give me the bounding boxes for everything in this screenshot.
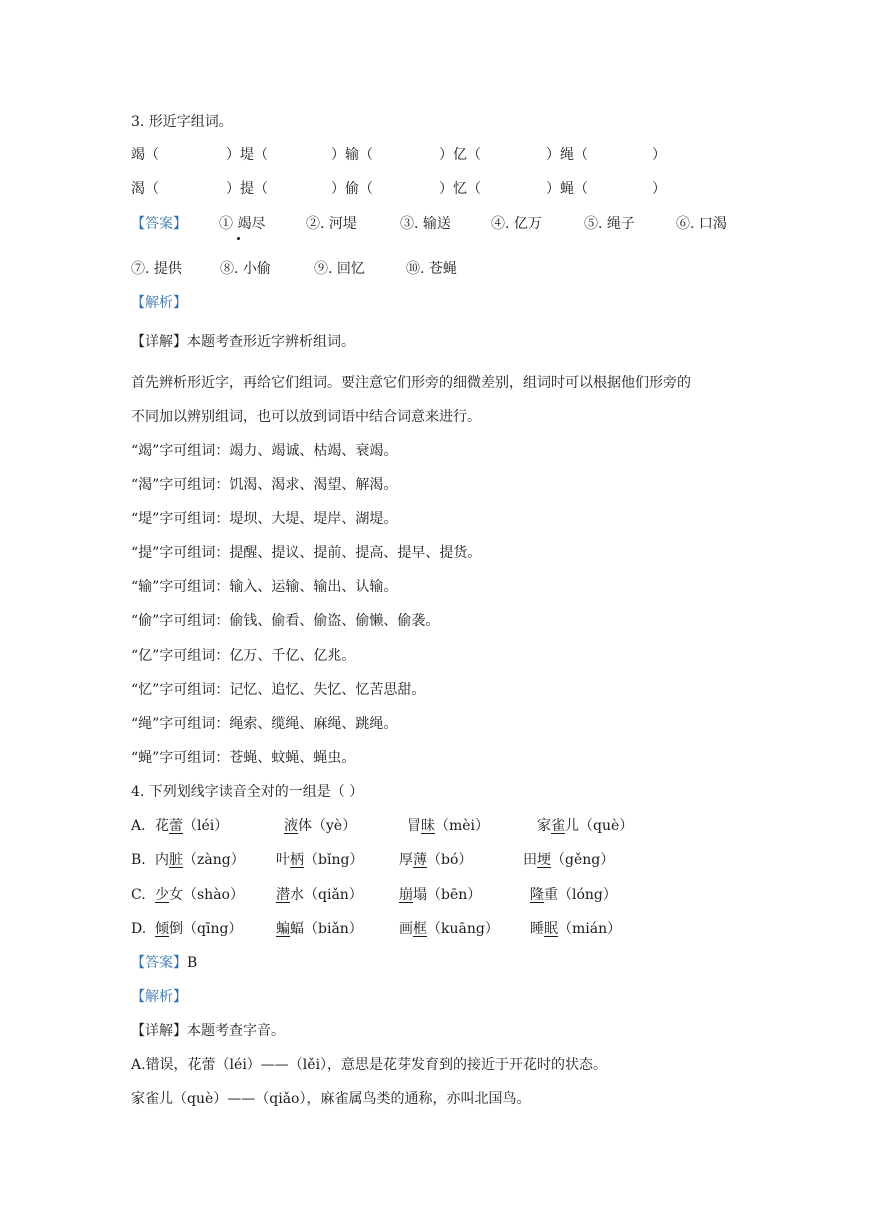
answer-item: ②. 河堤: [306, 216, 357, 232]
question-4-title: 4. 下列划线字读音全对的一组是（ ）: [131, 784, 364, 800]
question-3-title: 3. 形近字组词。: [131, 114, 233, 130]
option-item: 倾倒（qīng）: [155, 921, 243, 937]
option-letter: A.: [131, 818, 146, 834]
answer-item: ⑩. 苍蝇: [406, 261, 457, 277]
detail-line: 【详解】本题考查形近字辨析组词。: [131, 334, 355, 350]
answer-item: ⑤. 绳子: [584, 216, 635, 232]
answer-item: ① 竭尽: [219, 216, 266, 232]
q3-row1-cell: ）堤（: [226, 147, 268, 163]
explanation-line: 家雀儿（què）——（qiǎo），麻雀属鸟类的通称，亦叫北国鸟。: [131, 1091, 531, 1107]
option-item: 蝙蝠（biǎn）: [276, 921, 363, 937]
answer-item: ⑥. 口渴: [676, 216, 727, 232]
q3-row1-cell: 竭（: [131, 147, 159, 163]
q3-row2-cell: ）: [652, 181, 666, 197]
q3-row1-cell: ）: [652, 147, 666, 163]
paragraph-line: 首先辨析形近字，再给它们组词。要注意它们形旁的细微差别，组词时可以根据他们形旁的: [131, 375, 691, 391]
option-item: 液体（yè）: [284, 818, 357, 834]
option-item: 隆重（lóng）: [530, 887, 617, 903]
paragraph-line: 不同加以辨别组词，也可以放到词语中结合词意来进行。: [131, 409, 481, 425]
answer-label: 【答案】: [131, 955, 187, 971]
detail-line: 【详解】本题考查字音。: [131, 1023, 285, 1039]
q3-row1-cell: ）绳（: [546, 147, 588, 163]
q3-row2-cell: ）提（: [226, 181, 268, 197]
answer-item: ④. 亿万: [491, 216, 542, 232]
option-item: 花蕾（léi）: [155, 818, 229, 834]
answer-label: 【答案】: [131, 216, 187, 232]
q3-row1-cell: ）输（: [331, 147, 373, 163]
word-group-line: “绳”字可组词：绳索、缆绳、麻绳、跳绳。: [131, 716, 398, 732]
word-group-line: “输”字可组词：输入、运输、输出、认输。: [131, 579, 398, 595]
answer-item: ⑧. 小偷: [220, 261, 271, 277]
q3-row2-cell: ）偷（: [331, 181, 373, 197]
option-item: 潜水（qiǎn）: [276, 887, 363, 903]
explanation-line: A.错误，花蕾（léi）——（lěi），意思是花芽发育到的接近于开花时的状态。: [131, 1057, 608, 1073]
option-item: 田埂（gěng）: [523, 852, 615, 868]
option-item: 内脏（zàng）: [155, 852, 245, 868]
word-group-line: “堤”字可组词：堤坝、大堤、堤岸、湖堤。: [131, 511, 398, 527]
option-item: 少女（shào）: [155, 887, 244, 903]
q3-row2-cell: ）蝇（: [546, 181, 588, 197]
word-group-line: “亿”字可组词：亿万、千亿、亿兆。: [131, 648, 356, 664]
word-group-line: “竭”字可组词：竭力、竭诚、枯竭、衰竭。: [131, 443, 398, 459]
option-item: 家雀儿（què）: [537, 818, 634, 834]
q3-row2-cell: 渴（: [131, 181, 159, 197]
option-letter: D.: [131, 921, 147, 937]
analysis-label: 【解析】: [131, 295, 187, 311]
q3-row1-cell: ）亿（: [439, 147, 481, 163]
word-group-line: “偷”字可组词：偷钱、偷看、偷盗、偷懒、偷袭。: [131, 613, 440, 629]
option-letter: B.: [131, 852, 146, 868]
option-item: 画框（kuāng）: [399, 921, 499, 937]
word-group-line: “渴”字可组词：饥渴、渴求、渴望、解渴。: [131, 477, 398, 493]
word-group-line: “蝇”字可组词：苍蝇、蚊蝇、蝇虫。: [131, 750, 356, 766]
answer-item: ⑨. 回忆: [314, 261, 365, 277]
word-group-line: “提”字可组词：提醒、提议、提前、提高、提早、提货。: [131, 545, 482, 561]
q4-answer-line: [131, 953, 197, 973]
option-item: 厚薄（bó）: [399, 852, 473, 868]
option-item: 叶柄（bǐng）: [276, 852, 364, 868]
word-group-line: “忆”字可组词：记忆、追忆、失忆、忆苦思甜。: [131, 682, 426, 698]
q3-row2-cell: ）忆（: [439, 181, 481, 197]
option-item: 冒昧（mèi）: [407, 818, 490, 834]
option-letter: C.: [131, 887, 146, 903]
answer-value: B: [187, 955, 198, 971]
answer-item: ③. 输送: [400, 216, 451, 232]
option-item: 崩塌（bēn）: [399, 887, 482, 903]
option-item: 睡眠（mián）: [530, 921, 622, 937]
emphasis-dot: [237, 237, 240, 240]
answer-item: ⑦. 提供: [131, 261, 182, 277]
analysis-label: 【解析】: [131, 989, 187, 1005]
